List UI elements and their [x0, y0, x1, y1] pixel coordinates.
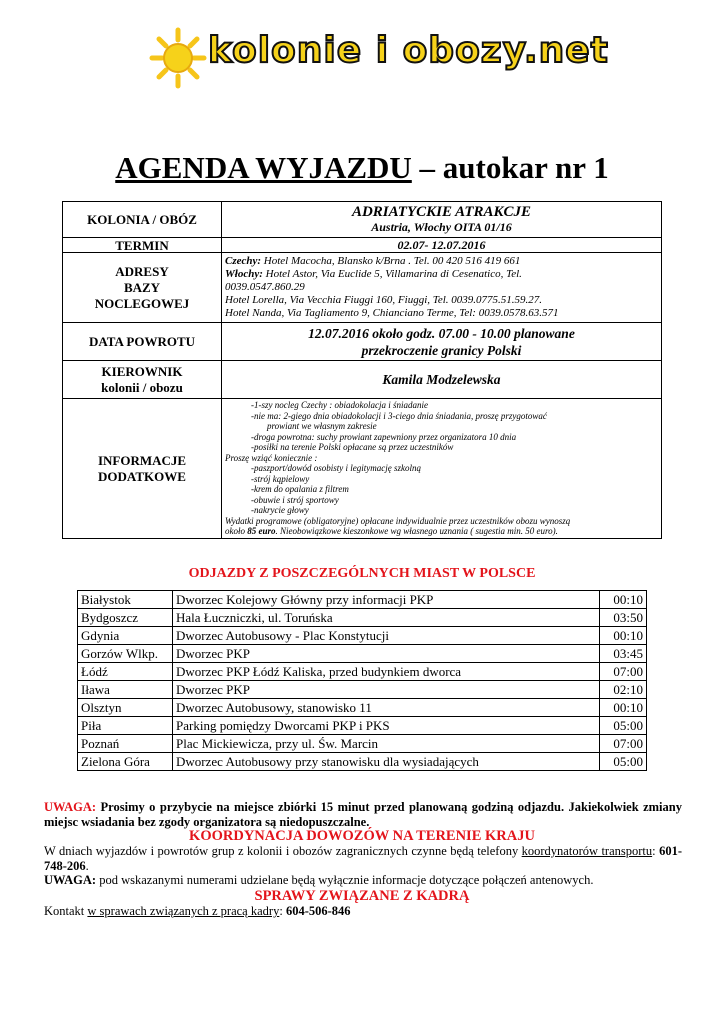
departure-time: 05:00 [600, 753, 647, 771]
sun-icon [148, 26, 208, 90]
departure-time: 07:00 [600, 735, 647, 753]
coordination-heading: KOORDYNACJA DOWOZÓW NA TERENIE KRAJU [189, 828, 535, 844]
extra-line: około 85 euro. Nieobowiązkowe kieszonkowe wg własnego uznania ( sugestia min. 50 euro). [225, 526, 558, 537]
departures-table [77, 590, 647, 771]
departure-time: 00:10 [600, 591, 647, 609]
return-value-line: 12.07.2016 około godz. 07.00 - 10.00 planowane [308, 325, 575, 341]
term-label: TERMIN [63, 238, 222, 253]
departure-row [78, 645, 647, 663]
coordinators-link[interactable]: koordynatorów transportu [521, 844, 653, 858]
departure-row [78, 735, 647, 753]
return-row [63, 323, 662, 361]
departure-city: Zielona Góra [78, 753, 173, 771]
departure-time: 00:10 [600, 699, 647, 717]
extra-line: -krem do opalania z filtrem [251, 484, 349, 495]
term-value: 02.07- 12.07.2016 [222, 238, 662, 253]
address-row [63, 253, 662, 323]
departure-time: 00:10 [600, 627, 647, 645]
staff-heading: SPRAWY ZWIĄZANE Z KADRĄ [254, 888, 470, 904]
departure-city: Poznań [78, 735, 173, 753]
logo [148, 26, 609, 90]
extra-line: -droga powrotna: suchy prowiant zapewniony przez organizatora 10 dnia [251, 431, 517, 442]
departure-time: 07:00 [600, 663, 647, 681]
term-row [63, 238, 662, 253]
leader-label: KIEROWNIK kolonii / obozu [63, 361, 222, 399]
address-line: Hotel Nanda, Via Tagliamento 9, Chianciano Terme, Tel: 0039.0578.63.571 [225, 307, 559, 319]
staff-contact: Kontakt w sprawach związanych z pracą kadry: 604-506-846 [44, 904, 351, 918]
return-label: DATA POWROTU [63, 323, 222, 361]
camp-label: KOLONIA / OBÓZ [63, 202, 222, 238]
departure-row [78, 681, 647, 699]
departure-time: 03:50 [600, 609, 647, 627]
page-title [0, 150, 724, 186]
departure-city: Gorzów Wlkp. [78, 645, 173, 663]
trip-info-table [62, 201, 662, 539]
uwaga2-text: pod wskazanymi numerami udzielane będą wyłącznie informacje dotyczące połączeń antenowych. [96, 873, 594, 887]
departure-city: Olsztyn [78, 699, 173, 717]
departure-time: 03:45 [600, 645, 647, 663]
extra-line: -paszport/dowód osobisty i legitymację szkolną [251, 463, 421, 474]
departure-city: Białystok [78, 591, 173, 609]
return-value-line: przekroczenie granicy Polski [361, 342, 522, 358]
coordination-text: W dniach wyjazdów i powrotów grup z kolonii i obozów zagranicznych czynne będą telefony koordynatorów transportu: 601-748-206. [44, 844, 682, 873]
extra-info-row [63, 399, 662, 539]
departure-row [78, 699, 647, 717]
departure-row [78, 609, 647, 627]
extra-line: Proszę wziąć koniecznie : [225, 452, 318, 463]
logo-text: kolonie i obozy.net [208, 30, 609, 71]
uwaga-notice [44, 800, 682, 830]
departure-place: Dworzec Kolejowy Główny przy informacji PKP [173, 591, 600, 609]
departure-city: Iława [78, 681, 173, 699]
departure-city: Bydgoszcz [78, 609, 173, 627]
title-rest: – autokar nr 1 [411, 150, 609, 185]
address-line: Hotel Lorella, Via Vecchia Fiuggi 160, Fiuggi, Tel. 0039.0775.51.59.27. [225, 294, 543, 306]
address-label: ADRESY BAZY NOCLEGOWEJ [63, 253, 222, 323]
departure-row [78, 753, 647, 771]
camp-sub: Austria, Włochy OITA 01/16 [371, 220, 512, 234]
departure-place: Dworzec Autobusowy przy stanowisku dla wysiadających [173, 753, 600, 771]
extra-line: -obuwie i strój sportowy [251, 494, 339, 505]
departure-row [78, 591, 647, 609]
departure-place: Dworzec PKP [173, 645, 600, 663]
extra-line: -posiłki na terenie Polski opłacane są przez uczestników [251, 442, 454, 453]
extra-line: -1-szy nocleg Czechy : obiadokolacja i śniadanie [251, 400, 428, 411]
departure-place: Dworzec PKP Łódź Kaliska, przed budynkiem dworca [173, 663, 600, 681]
uwaga-label: UWAGA: [44, 800, 97, 814]
departure-time: 02:10 [600, 681, 647, 699]
departure-place: Hala Łuczniczki, ul. Toruńska [173, 609, 600, 627]
departure-place: Dworzec Autobusowy, stanowisko 11 [173, 699, 600, 717]
staff-link[interactable]: w sprawach związanych z pracą kadry [87, 904, 280, 918]
extra-line: Wydatki programowe (obligatoryjne) opłacane indywidualnie przez uczestników obozu wynoszą [225, 515, 571, 526]
departure-place: Dworzec PKP [173, 681, 600, 699]
address-line: Czechy: Hotel Macocha, Blansko k/Brna . Tel. 00 420 516 419 661 [225, 255, 521, 267]
leader-row [63, 361, 662, 399]
camp-row [63, 202, 662, 238]
extra-label: INFORMACJE DODATKOWE [63, 399, 222, 539]
uwaga2-notice [44, 873, 682, 888]
departure-city: Gdynia [78, 627, 173, 645]
extra-line: prowiant we własnym zakresie [267, 421, 377, 432]
departure-place: Dworzec Autobusowy - Plac Konstytucji [173, 627, 600, 645]
departure-place: Parking pomiędzy Dworcami PKP i PKS [173, 717, 600, 735]
camp-name: ADRIATYCKIE ATRAKCJE [351, 204, 532, 220]
departure-time: 05:00 [600, 717, 647, 735]
address-line: 0039.0547.860.29 [225, 281, 305, 293]
extra-line: -nie ma: 2-giego dnia obiadokolacji i 3-ciego dnia śniadania, proszę przygotować [251, 410, 547, 421]
departures-heading: ODJAZDY Z POSZCZEGÓLNYCH MIAST W POLSCE [188, 566, 536, 581]
departure-place: Plac Mickiewicza, przy ul. Św. Marcin [173, 735, 600, 753]
departure-row [78, 627, 647, 645]
title-main: AGENDA WYJAZDU [115, 150, 412, 185]
extra-line: -strój kąpielowy [251, 473, 310, 484]
leader-value: Kamila Modzelewska [222, 361, 662, 399]
uwaga-text: Prosimy o przybycie na miejsce zbiórki 15 minut przed planowaną godziną odjazdu. Jakiekolwiek zmiany miejsc wsiadania bez zgody organizatora są niedopuszczalne. [44, 800, 682, 829]
departure-row [78, 663, 647, 681]
uwaga2-label: UWAGA: [44, 873, 97, 887]
staff-phone: 604-506-846 [285, 904, 351, 918]
departure-city: Piła [78, 717, 173, 735]
departure-row [78, 717, 647, 735]
coordination-phone: 601-748-206 [44, 844, 682, 873]
extra-line: -nakrycie głowy [251, 505, 309, 516]
extra-info-list [222, 399, 662, 539]
address-list [222, 253, 662, 323]
address-line: Włochy: Hotel Astor, Via Euclide 5, Villamarina di Cesenatico, Tel. [225, 268, 522, 280]
departure-city: Łódź [78, 663, 173, 681]
